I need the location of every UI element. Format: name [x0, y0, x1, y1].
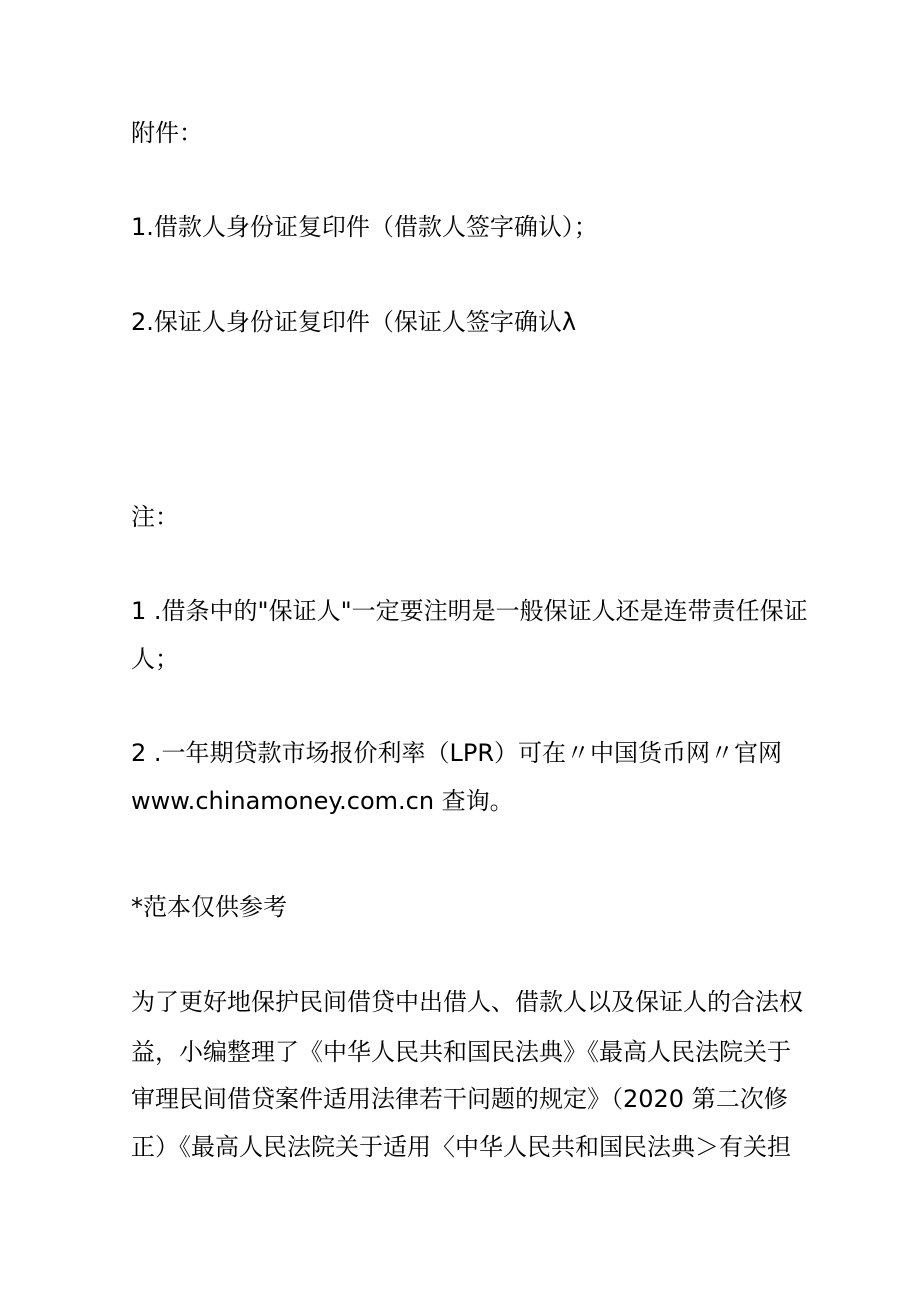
paragraph-line-1: 为了更好地保护民间借贷中出借人、借款人以及保证人的合法权 [131, 988, 803, 1016]
paragraph-line-3: 审理民间借贷案件适用法律若干问题的规定》（2020 第二次修 [131, 1085, 788, 1113]
note-2-line-1: 2 .一年期贷款市场报价利率（LPR）可在〃中国货币网〃官网 [131, 739, 783, 767]
paragraph-line-2: 益，小编整理了《中华人民共和国民法典》《最高人民法院关于 [131, 1038, 791, 1066]
attachment-item-2: 2.保证人身份证复印件（保证人签字确认λ [131, 308, 577, 336]
paragraph-line-4: 正）《最高人民法院关于适用〈中华人民共和国民法典＞有关担 [131, 1133, 791, 1161]
attachment-item-1: 1.借款人身份证复印件（借款人签字确认）； [131, 213, 598, 241]
notes-heading: 注： [131, 503, 179, 531]
note-1-line-1: 1 .借条中的"保证人"一定要注明是一般保证人还是连带责任保证 [131, 597, 808, 625]
attachments-heading: 附件： [131, 119, 203, 147]
note-1-line-2: 人； [131, 645, 179, 673]
disclaimer: *范本仅供参考 [131, 893, 287, 921]
note-2-line-2: www.chinamoney.com.cn 查询。 [131, 787, 514, 815]
